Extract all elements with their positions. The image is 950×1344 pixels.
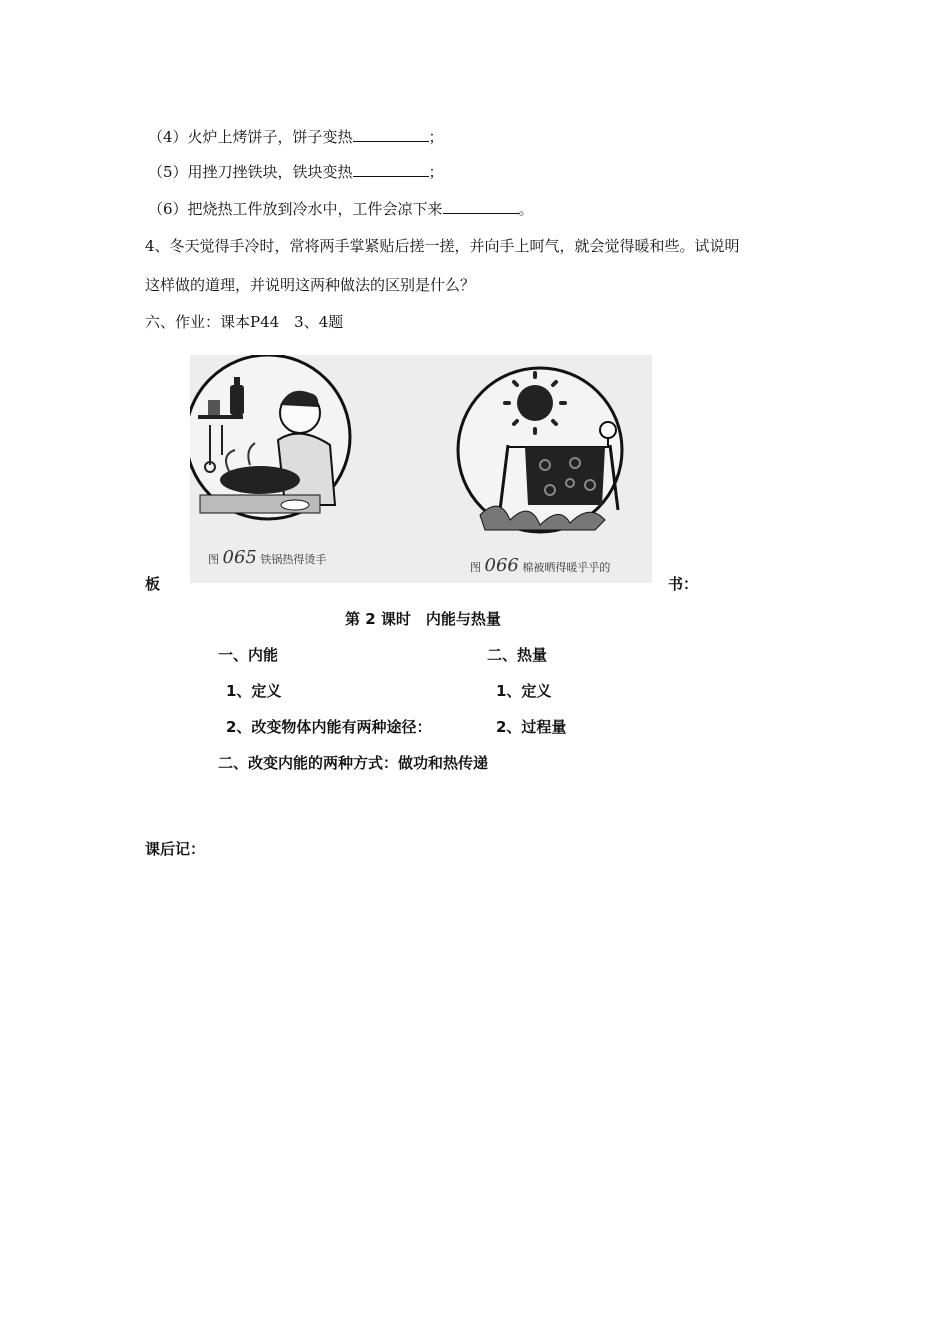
caption-left-text: 铁锅热得烫手: [260, 553, 327, 566]
caption-left-number: 065: [222, 547, 257, 568]
caption-left: [208, 547, 326, 568]
item-4-line-2: 这样做的道理，并说明这两种做法的区别是什么？: [145, 276, 476, 294]
question-6: [148, 199, 534, 219]
question-4: [148, 127, 444, 147]
question-5-text: （5）用挫刀挫铁块，铁块变热: [148, 163, 353, 181]
illustration-figure: [190, 355, 652, 583]
question-4-end: ；: [428, 128, 444, 146]
board-label-right: 书：: [668, 575, 699, 593]
homework: 六、作业：课本P44 3、4题: [145, 313, 344, 331]
cooking-illustration: [190, 355, 350, 519]
question-6-end: 。: [518, 200, 534, 218]
sun-quilt-illustration: [458, 368, 622, 532]
board-label-left: 板: [145, 575, 161, 593]
board-left-item-1: 1、定义: [226, 682, 282, 700]
board-left-item-2: 2、改变物体内能有两种途径：: [226, 718, 432, 736]
question-6-text: （6）把烧热工件放到冷水中，工件会凉下来: [148, 200, 443, 218]
answer-blank-5[interactable]: [353, 162, 429, 177]
board-right-heading: 二、热量: [487, 646, 548, 664]
board-bottom: 二、改变内能的两种方式：做功和热传递: [218, 754, 489, 772]
after-class-notes: 课后记：: [145, 840, 206, 858]
caption-right: [470, 555, 610, 576]
board-left-heading: 一、内能: [218, 646, 279, 664]
question-5: [148, 162, 444, 182]
board-right-item-1: 1、定义: [496, 682, 552, 700]
answer-blank-6[interactable]: [443, 199, 519, 214]
caption-left-prefix: 图: [208, 553, 219, 566]
question-5-end: ；: [428, 163, 444, 181]
board-right-item-2: 2、过程量: [496, 718, 567, 736]
answer-blank-4[interactable]: [353, 127, 429, 142]
question-4-text: （4）火炉上烤饼子，饼子变热: [148, 128, 353, 146]
board-title: 第 2 课时 内能与热量: [345, 610, 501, 628]
caption-right-text: 棉被晒得暖乎乎的: [522, 561, 611, 574]
item-4-line-1: 4、冬天觉得手冷时，常将两手掌紧贴后搓一搓，并向手上呵气，就会觉得暖和些。试说明: [145, 237, 740, 255]
caption-right-number: 066: [484, 555, 519, 576]
caption-right-prefix: 图: [470, 561, 481, 574]
